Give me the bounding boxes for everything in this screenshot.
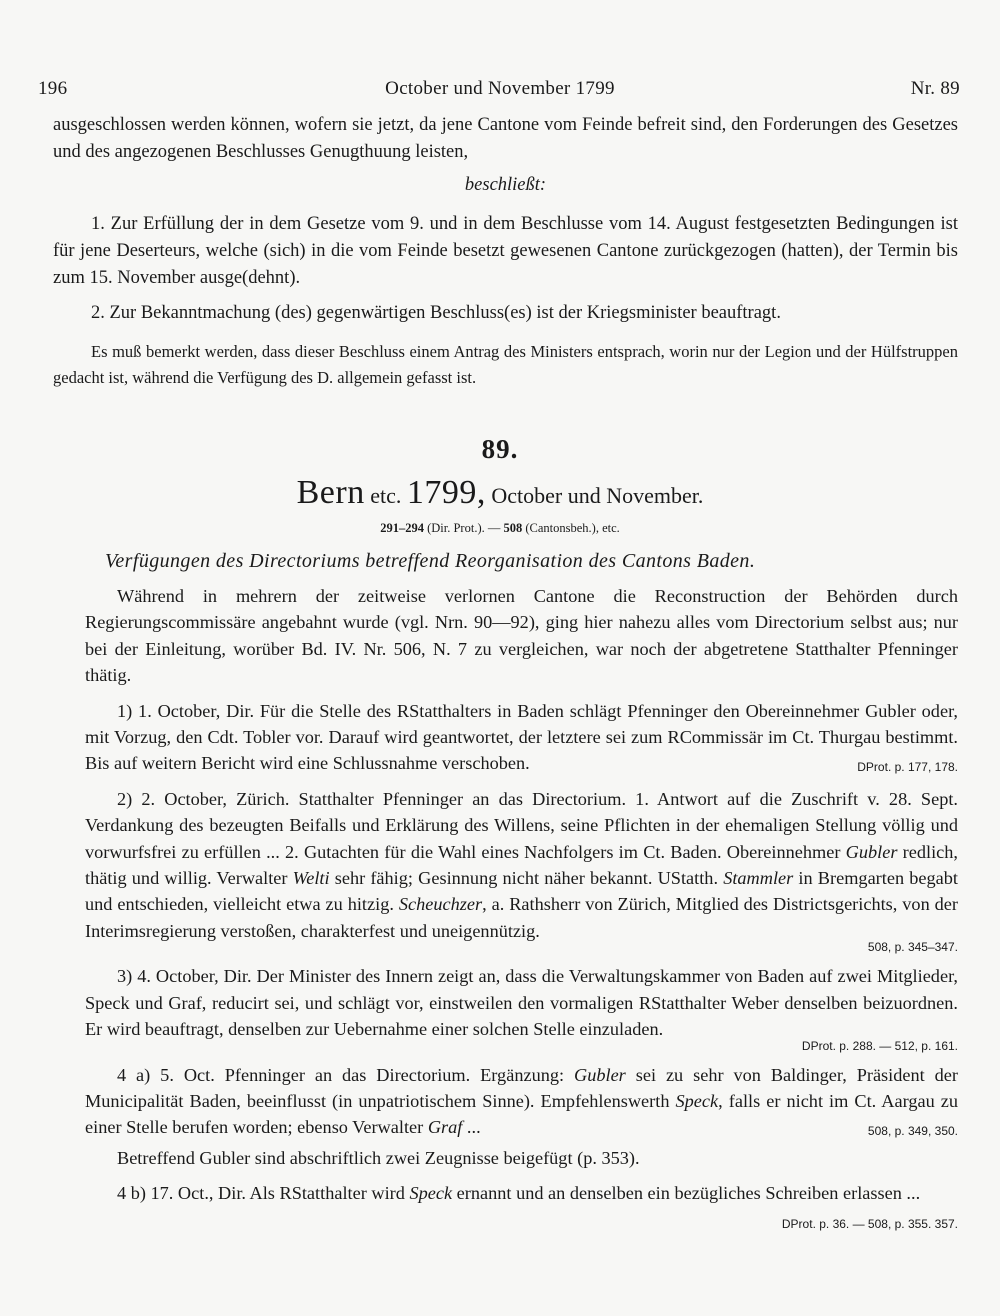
title-year: 1799,: [406, 474, 486, 511]
entry-1-text: 1) 1. October, Dir. Für die Stelle des RStatthalters in Baden schlägt Pfenninger den Obereinnehmer Gubler oder, mit Vorzug, den Cdt. Tobler vor. Darauf wird geantwortet, der letztere sei zum RCommissär im Ct. Thurgau bestimmt. Bis auf weitern Bericht wird eine Schlussnahme verschoben.: [85, 700, 958, 774]
source-dir-prot: 291–294: [380, 521, 424, 535]
entry-1: [85, 698, 958, 777]
section-title: [0, 474, 1000, 512]
entry-4a-reference: 508, p. 349, 350.: [867, 1124, 958, 1139]
title-etc: etc.: [370, 483, 402, 508]
entry-3-text: 3) 4. October, Dir. Der Minister des Innern zeigt an, dass die Verwaltungskammer von Baden auf zwei Mitglieder, Speck und Graf, reducirt sei, und schlägt vor, einstweilen den vormaligen RStatthalter Weber denselben beizuordnen. Er wird beauftragt, denselben zur Uebernahme einer solchen Stelle einzuladen.: [85, 966, 958, 1040]
name-welti: Welti: [292, 868, 330, 889]
source-cantonsbeh-label: (Cantonsbeh.), etc.: [525, 521, 620, 535]
entry-4a-text-c: , falls er nicht im Ct. Aargau zu einer Stelle berufen worden; ebenso Verwalter: [85, 1090, 959, 1138]
entry-4b-text-a: 4 b) 17. Oct., Dir. Als RStatthalter wird: [117, 1183, 410, 1204]
name-gubler: Gubler: [845, 841, 898, 862]
entry-2: [85, 786, 958, 954]
entry-4a-note: Betreffend Gubler sind abschriftlich zwei Zeugnisse beigefügt (p. 353).: [117, 1147, 640, 1168]
name-scheuchzer: Scheuchzer: [398, 894, 483, 915]
entry-4b-text-b: ernannt und an denselben ein bezügliches Schreiben erlassen ...: [452, 1183, 921, 1204]
paragraph-intro: Während in mehrern der zeitweise verlornen Cantone die Reconstruction der Behörden durch Regierungscommissäre angebahnt wurde (vgl. Nrn. 90—92), ging hier nahezu alles vom Directorium selbst aus; nur bei der Einleitung, worüber Bd. IV. Nr. 506, N. 7 zu vergleichen, war noch der abgetretene Statthalter Pfenninger thätig.: [85, 586, 958, 686]
name-graf: Graf: [427, 1117, 463, 1138]
main-text: [85, 583, 958, 1237]
entry-2-text-b: redlich, thätig und willig. Verwalter: [85, 841, 958, 889]
section-number: 89.: [481, 434, 519, 464]
source-dir-prot-label: (Dir. Prot.). —: [427, 521, 501, 535]
entry-4b: [85, 1180, 958, 1231]
source-cantonsbeh: 508: [503, 521, 523, 535]
entry-4a-text-d: ...: [462, 1117, 481, 1138]
name-gubler-2: Gubler: [574, 1064, 626, 1085]
running-title: October und November 1799: [385, 78, 615, 99]
decision-heading: beschließt:: [464, 175, 547, 195]
entry-2-text-d: in Bremgarten begabt und entschieden, vielleicht etwa zu hitzig.: [85, 868, 958, 915]
title-place: Bern: [296, 474, 365, 511]
name-stammler: Stammler: [723, 868, 794, 889]
name-speck: Speck: [675, 1090, 719, 1111]
entry-2-text-e: , a. Rathsherr von Zürich, Mitglied des Districtsgerichts, von der Interimsregierung verstoßen, charakterfest und uneigennützig.: [85, 894, 958, 941]
intro-paragraph: ausgeschlossen werden können, wofern sie jetzt, da jene Cantone vom Feinde befreit sind, den Forderungen des Gesetzes und des angezogenen Beschlusses Genugthuung leisten,: [53, 115, 958, 162]
entry-3: [85, 963, 958, 1052]
intro-block: [53, 112, 958, 391]
entry-2-text-c: sehr fähig; Gesinnung nicht näher bekannt. UStatth.: [329, 868, 724, 889]
entry-4a-text-a: 4 a) 5. Oct. Pfenninger an das Directorium. Ergänzung:: [117, 1064, 574, 1085]
editor-note: Es muß bemerkt werden, dass dieser Beschluss einem Antrag des Ministers entsprach, worin nur der Legion und der Hülfstruppen gedacht ist, während die Verfügung des D. allgemein gefasst ist.: [53, 342, 958, 387]
name-speck-2: Speck: [409, 1183, 453, 1204]
entry-1-reference: DProt. p. 177, 178.: [857, 760, 958, 775]
entry-2-reference: 508, p. 345–347.: [867, 940, 958, 955]
document-number: Nr. 89: [910, 78, 960, 99]
page-number: 196: [38, 78, 68, 99]
section-subtitle: Verfügungen des Directoriums betreffend Reorganisation des Cantons Baden.: [105, 550, 756, 572]
section-sources: [0, 521, 1000, 536]
decision-point-1: 1. Zur Erfüllung der in dem Gesetze vom 9. und in dem Beschlusse vom 14. August festgesetzten Bedingungen ist für jene Deserteurs, welche (sich) in die vom Feinde besetzt gewesenen Cantone zurückgezogen (hatten), der Termin bis zum 15. November ausge(dehnt).: [53, 214, 958, 288]
entry-2-text-a: 2) 2. October, Zürich. Statthalter Pfenninger an das Directorium. 1. Antwort auf die Zuschrift v. 28. Sept. Verdankung des bezeugten Beifalls und Erklärung des Willens, seine Pflichten in der ehemaligen Stellung völlig und vorwurfsfrei zu erfüllen ... 2. Gutachten für die Wahl eines Nachfolgers im Ct. Baden. Obereinnehmer: [85, 788, 958, 862]
entry-4b-reference: DProt. p. 36. — 508, p. 355. 357.: [781, 1216, 958, 1231]
entry-4a: [85, 1062, 958, 1141]
decision-point-2: 2. Zur Bekanntmachung (des) gegenwärtigen Beschluss(es) ist der Kriegsminister beauftragt.: [91, 303, 781, 323]
title-months: October und November.: [491, 483, 704, 508]
entry-3-reference: DProt. p. 288. — 512, p. 161.: [801, 1038, 958, 1053]
entry-4a-text-b: sei zu sehr von Baldinger, Präsident der Municipalität Baden, beeinflusst (in unpatriotischem Sinne). Empfehlenswerth: [85, 1064, 958, 1111]
